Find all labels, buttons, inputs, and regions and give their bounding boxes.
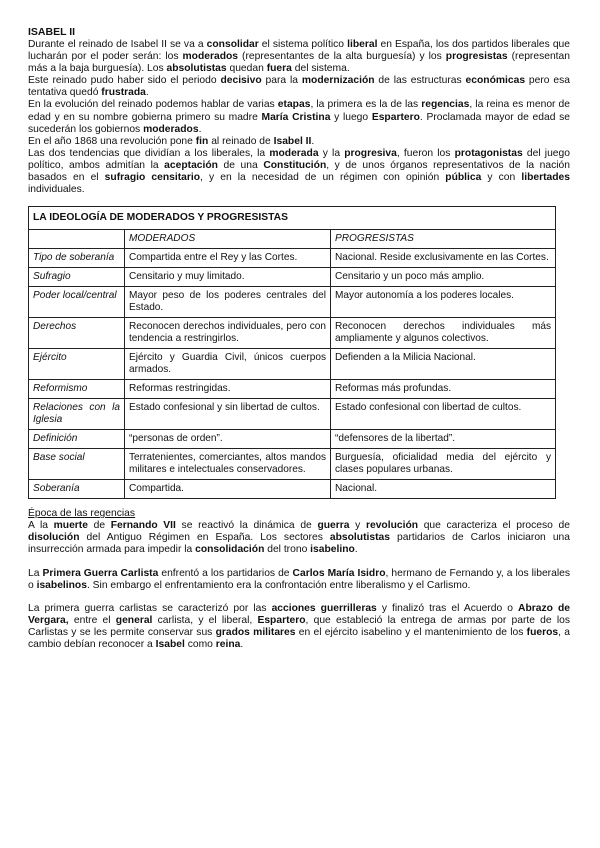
row-attribute: Poder local/central [29, 287, 125, 318]
text-run: , a cambio debían reconocer a [28, 626, 570, 650]
text-run: de [87, 520, 111, 532]
bold-text: pública [445, 172, 482, 184]
text-run: del sistema. [291, 63, 350, 75]
intro-paragraph [28, 148, 570, 196]
text-run: y [349, 520, 366, 532]
table-title: LA IDEOLOGÍA DE MODERADOS Y PROGRESISTAS [29, 207, 556, 230]
table-row [29, 287, 556, 318]
table-row [29, 268, 556, 287]
row-attribute: Relaciones con la Iglesia [29, 399, 125, 430]
bold-text: acciones guerrilleras [271, 602, 377, 614]
row-attribute: Tipo de soberanía [29, 249, 125, 268]
header-progresistas: PROGRESISTAS [331, 230, 556, 249]
text-run: del juego político, ambos admitían la [28, 147, 570, 171]
bold-text: aceptación [164, 159, 218, 171]
table-row [29, 380, 556, 399]
bold-text: isabelinos [36, 579, 87, 591]
paragraph-gap [28, 557, 570, 568]
text-run: del Antiguo Régimen en España. Los sectores [79, 532, 330, 544]
text-run: , fueron los [396, 147, 455, 159]
text-run: , que estableció la entrega de armas por parte de los Carlistas y se les permite conservar sus [28, 614, 571, 638]
text-run: , hermano de Fernando y, a los liberales o [28, 567, 570, 591]
table-row [29, 349, 556, 380]
table-row [29, 449, 556, 480]
intro-paragraph [28, 136, 570, 148]
row-progresistas: Reconocen derechos individuales más ampliamente y algunos colectivos. [331, 318, 556, 349]
bold-text: moderados [143, 123, 199, 135]
row-moderados: Estado confesional y sin libertad de cultos. [125, 399, 331, 430]
section-paragraph [28, 603, 570, 651]
text-run: al reinado de [208, 135, 274, 147]
row-progresistas: Defienden a la Milicia Nacional. [331, 349, 556, 380]
text-run: carlista, y el liberal, [152, 614, 258, 626]
row-attribute: Reformismo [29, 380, 125, 399]
table-row [29, 480, 556, 499]
text-run: partidarios de Carlos iniciaron una insurrección armada para impedir la [28, 532, 570, 556]
row-progresistas: Censitario y un poco más amplio. [331, 268, 556, 287]
text-run: como [184, 638, 216, 650]
intro-paragraph [28, 99, 570, 135]
bold-text: absolutistas [166, 63, 227, 75]
row-moderados: Mayor peso de los poderes centrales del Estado. [125, 287, 331, 318]
text-run: La primera guerra carlistas se caracterizó por las [28, 602, 272, 614]
bold-text: María Cristina [261, 111, 331, 123]
text-run: A la [28, 520, 54, 532]
row-moderados: Compartida entre el Rey y las Cortes. [125, 249, 331, 268]
table-header-row [29, 230, 556, 249]
bold-text: Fernando VII [110, 520, 176, 532]
row-attribute: Ejército [29, 349, 125, 380]
text-run: que caracteriza el proceso de [418, 520, 570, 532]
text-run: , la primera es la de las [310, 99, 422, 111]
table-row [29, 318, 556, 349]
bold-text: progresiva [344, 147, 397, 159]
bold-text: Constitución [263, 159, 327, 171]
bold-text: consolidar [206, 39, 259, 50]
row-moderados: Ejército y Guardia Civil, únicos cuerpos armados. [125, 349, 331, 380]
intro-paragraph [28, 39, 570, 75]
header-empty-cell [29, 230, 125, 249]
text-run: y finalizó tras el Acuerdo o [376, 602, 519, 614]
row-moderados: Terratenientes, comerciantes, altos mandos militares e intelectuales conservadores. [125, 449, 331, 480]
row-progresistas: “defensores de la libertad”. [331, 430, 556, 449]
row-progresistas: Nacional. Reside exclusivamente en las Cortes. [331, 249, 556, 268]
text-run: Este reinado pudo haber sido el periodo [28, 75, 221, 87]
row-progresistas: Mayor autonomía a los poderes locales. [331, 287, 556, 318]
bold-text: Espartero [257, 614, 306, 626]
intro-paragraph [28, 75, 570, 99]
text-run: . [354, 544, 358, 556]
row-moderados: Compartida. [125, 480, 331, 499]
bold-text: guerra [317, 520, 350, 532]
bold-text: Carlos María Isidro [292, 567, 386, 579]
text-run: , y en la necesidad de un régimen con opinión [200, 172, 446, 184]
bold-text: reina [215, 638, 241, 650]
section-paragraph [28, 520, 570, 556]
bold-text: frustrada [101, 87, 146, 99]
header-moderados: MODERADOS [125, 230, 331, 249]
bold-text: económicas [465, 75, 526, 87]
bold-text: Isabel [155, 638, 185, 650]
bold-text: Abrazo de Vergara, [28, 602, 570, 626]
row-moderados: “personas de orden”. [125, 430, 331, 449]
bold-text: revolución [365, 520, 419, 532]
paragraph-gap [28, 592, 570, 603]
text-run: pero esa tentativa quedó [28, 75, 570, 99]
row-progresistas: Nacional. [331, 480, 556, 499]
text-run: entre el [68, 614, 116, 626]
section-paragraph [28, 568, 570, 592]
bold-text: muerte [53, 520, 88, 532]
bold-text: libertades [521, 172, 571, 184]
text-run: y la [318, 147, 345, 159]
row-moderados: Reconocen derechos individuales, pero con tendencia a restringirlos. [125, 318, 331, 349]
ideology-table [28, 206, 556, 499]
text-run: , la reina es menor de edad y en su nombre gobierna primero su madre [28, 99, 571, 123]
bold-text: Primera Guerra Carlista [42, 567, 159, 579]
bold-text: grados militares [215, 626, 296, 638]
bold-text: decisivo [220, 75, 262, 87]
row-moderados: Censitario y muy limitado. [125, 268, 331, 287]
table-row [29, 430, 556, 449]
bold-text: fueros [526, 626, 559, 638]
text-run: . Sin embargo el enfrentamiento era la confrontación entre liberalismo y el Carlismo. [86, 579, 471, 591]
table-row [29, 249, 556, 268]
bold-text: isabelino [310, 544, 355, 556]
text-run: La [28, 567, 43, 579]
text-run: el sistema político [258, 39, 348, 50]
bold-text: consolidación [195, 544, 265, 556]
text-run: en España, los dos partidos liberales que lucharán por el poder serán: los [28, 39, 571, 63]
section-title: Época de las regencias [28, 508, 136, 520]
intro-section [28, 39, 570, 196]
row-attribute: Derechos [29, 318, 125, 349]
text-run: del trono [264, 544, 311, 556]
bold-text: progresistas [445, 51, 508, 63]
bold-text: disolución [28, 532, 80, 544]
row-attribute: Sufragio [29, 268, 125, 287]
text-run: . Proclamada mayor de edad se sucederán los gobiernos [28, 111, 570, 135]
text-run: quedan [226, 63, 267, 75]
bold-text: regencias [421, 99, 470, 111]
bold-text: moderados [182, 51, 239, 63]
text-run: de una [217, 159, 264, 171]
row-moderados: Reformas restringidas. [125, 380, 331, 399]
text-run: En la evolución del reinado podemos hablar de varias [28, 99, 278, 111]
text-run: Durante el reinado de Isabel II se va a [28, 39, 207, 50]
document-page [28, 26, 570, 651]
text-run: enfrentó a los partidarios de [158, 567, 293, 579]
text-run: se reactivó la dinámica de [175, 520, 318, 532]
text-run: de las estructuras [374, 75, 466, 87]
row-progresistas: Reformas más profundas. [331, 380, 556, 399]
bold-text: modernización [301, 75, 375, 87]
bold-text: protagonistas [454, 147, 523, 159]
text-run: (representantes de la alta burguesía) y los [238, 51, 446, 63]
table-body [29, 249, 556, 499]
text-run: Las dos tendencias que dividían a los liberales, la [28, 147, 270, 159]
text-run: y luego [330, 111, 372, 123]
bold-text: fuera [266, 63, 292, 75]
text-run: . [311, 135, 315, 147]
text-run: En el año 1868 una revolución pone [28, 135, 196, 147]
text-run: . [198, 123, 202, 135]
row-attribute: Base social [29, 449, 125, 480]
row-progresistas: Burguesía, oficialidad media del ejército y clases populares urbanas. [331, 449, 556, 480]
bold-text: sufragio censitario [104, 172, 201, 184]
bold-text: Espartero [371, 111, 420, 123]
row-attribute: Soberanía [29, 480, 125, 499]
text-run: individuales. [28, 184, 85, 196]
bold-text: etapas [277, 99, 311, 111]
bold-text: moderada [269, 147, 319, 159]
doc-title: ISABEL II [28, 26, 76, 38]
row-progresistas: Estado confesional con libertad de cultos. [331, 399, 556, 430]
text-run: . [240, 638, 244, 650]
text-run: , y de unos órganos representativos de la nación basados en el [28, 159, 570, 184]
row-attribute: Definición [29, 430, 125, 449]
text-run: para la [261, 75, 302, 87]
bold-text: absolutistas [329, 532, 390, 544]
bold-text: fin [195, 135, 209, 147]
table-row [29, 399, 556, 430]
text-run: (representan más a la baja burguesía). Los [28, 51, 570, 75]
text-run: en el ejército isabelino y el mantenimiento de los [295, 626, 527, 638]
text-run: . [145, 87, 149, 99]
bold-text: liberal [347, 39, 378, 50]
bold-text: general [115, 614, 153, 626]
bold-text: Isabel II [273, 135, 312, 147]
text-run: y con [481, 172, 522, 184]
